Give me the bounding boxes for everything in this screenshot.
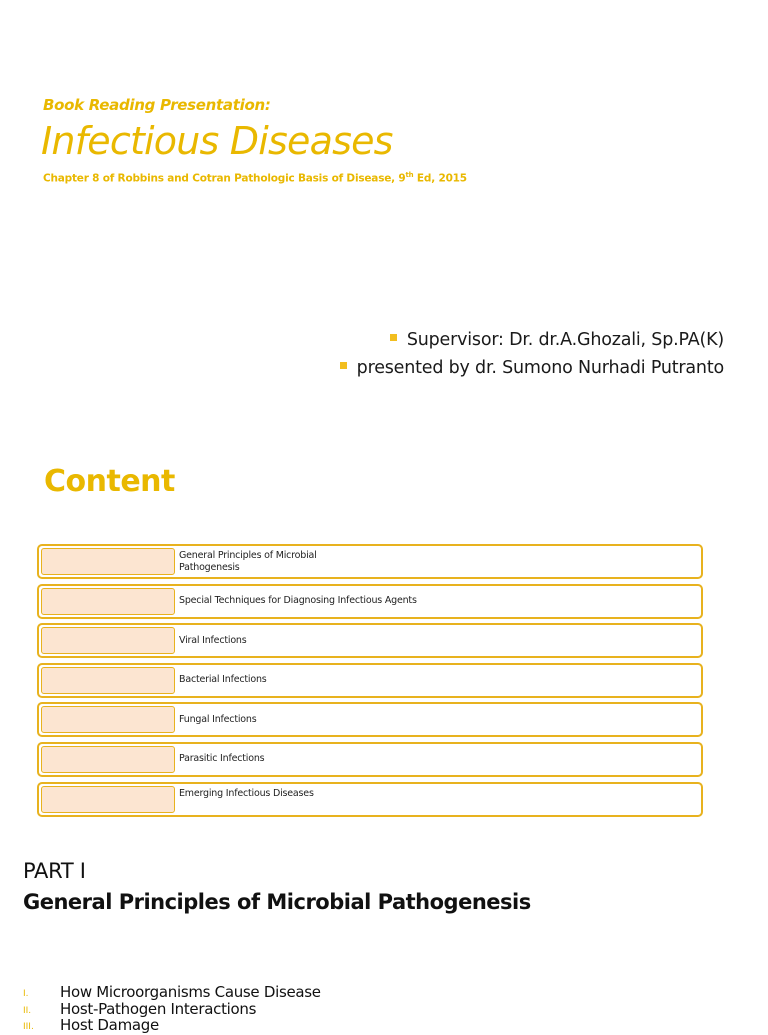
content-item-tab xyxy=(41,588,175,615)
content-item-label: Fungal Infections xyxy=(179,713,257,725)
content-item-tab xyxy=(41,706,175,733)
content-item xyxy=(37,742,703,777)
agenda-item xyxy=(23,1017,321,1034)
credits-list xyxy=(340,326,724,382)
content-item-label: Bacterial Infections xyxy=(179,674,267,686)
credit-text: Supervisor: Dr. dr.A.Ghozali, Sp.PA(K) xyxy=(406,330,724,350)
part-slide xyxy=(0,830,768,1034)
subtitle-tail: Ed, 2015 xyxy=(413,172,467,185)
content-item xyxy=(37,663,703,698)
agenda-number: I. xyxy=(23,989,29,999)
content-item-label: Emerging Infectious Diseases xyxy=(179,787,314,799)
content-item xyxy=(37,584,703,619)
content-item-label: Viral Infections xyxy=(179,634,247,646)
content-item xyxy=(37,623,703,658)
part-label: PART I xyxy=(23,859,86,883)
agenda-text: How Microorganisms Cause Disease xyxy=(60,983,321,1001)
content-item-tab xyxy=(41,667,175,694)
part-agenda xyxy=(23,984,321,1034)
agenda-text: Host Damage xyxy=(60,1016,159,1034)
square-bullet-icon xyxy=(340,362,347,369)
content-title: Content xyxy=(44,464,175,499)
content-item xyxy=(37,782,703,817)
presentation-subtitle xyxy=(43,171,467,185)
presentation-title: Infectious Diseases xyxy=(41,119,393,163)
agenda-number: II. xyxy=(23,1005,32,1016)
content-item-tab xyxy=(41,548,175,575)
content-item xyxy=(37,702,703,737)
content-item-label: General Principles of Microbial Pathogenesis xyxy=(179,549,317,573)
agenda-number: III. xyxy=(23,1022,34,1032)
credit-text: presented by dr. Sumono Nurhadi Putranto xyxy=(356,358,724,378)
credit-presenter xyxy=(340,354,724,382)
agenda-text: Host-Pathogen Interactions xyxy=(60,999,257,1018)
credit-supervisor xyxy=(340,326,724,354)
subtitle-superscript: th xyxy=(405,171,414,179)
content-item-tab xyxy=(41,746,175,773)
content-item-label: Special Techniques for Diagnosing Infectious Agents xyxy=(179,595,417,607)
subtitle-main: Chapter 8 of Robbins and Cotran Pathologic Basis of Disease, 9 xyxy=(43,172,406,185)
content-item-tab xyxy=(41,786,175,813)
content-item-label: Parasitic Infections xyxy=(179,753,265,765)
part-title: General Principles of Microbial Pathogenesis xyxy=(23,890,531,914)
content-slide xyxy=(0,430,768,830)
content-item-tab xyxy=(41,627,175,654)
presentation-kicker: Book Reading Presentation: xyxy=(43,96,271,114)
agenda-item xyxy=(23,984,321,1001)
content-list xyxy=(37,544,703,821)
content-item xyxy=(37,544,703,579)
title-slide xyxy=(0,0,768,430)
agenda-item xyxy=(23,1001,321,1018)
square-bullet-icon xyxy=(390,334,397,341)
